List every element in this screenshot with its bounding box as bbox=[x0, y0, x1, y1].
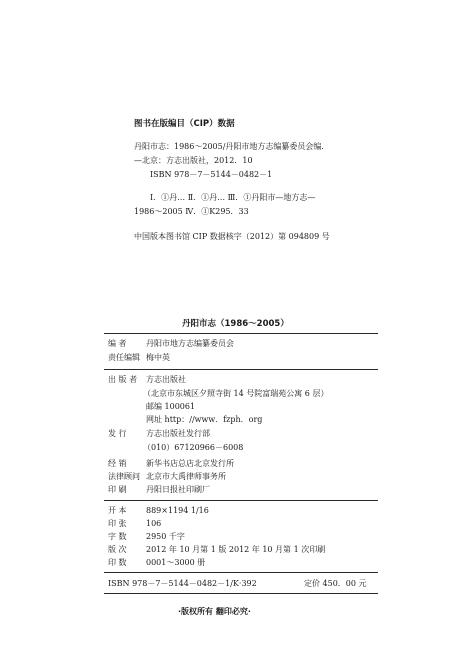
publisher-website: 网址 http：//www．fzph．org bbox=[146, 415, 263, 424]
other-legal bbox=[108, 473, 226, 481]
spec-words-value: 2950 千字 bbox=[146, 532, 185, 541]
divider-3 bbox=[104, 500, 378, 501]
spec-sheets-label: 印 张 bbox=[108, 519, 127, 528]
spec-format-label: 开 本 bbox=[108, 506, 127, 515]
book-title: 丹阳市志（1986～2005） bbox=[182, 319, 289, 329]
isbn-line: ISBN 978－7－5144－0482－1/K·392 bbox=[108, 579, 257, 588]
publisher-row bbox=[108, 376, 186, 384]
copyright-notice: ·版权所有 翻印必究· bbox=[178, 607, 251, 616]
divider-top bbox=[104, 333, 378, 334]
other-printer bbox=[108, 486, 210, 494]
other-legal-value: 北京市大禹律师事务所 bbox=[146, 472, 226, 481]
spec-sheets-value: 106 bbox=[146, 519, 162, 528]
other-seller-label: 经 销 bbox=[108, 459, 127, 468]
other-printer-value: 丹阳日报社印刷厂 bbox=[146, 485, 210, 494]
spec-words bbox=[108, 533, 185, 541]
cip-heading: 图书在版编目（CIP）数据 bbox=[134, 119, 235, 129]
distribution-dept: 方志出版社发行部 bbox=[146, 429, 210, 438]
publisher-postcode: 邮编 100061 bbox=[146, 402, 196, 411]
distribution-row bbox=[108, 430, 210, 438]
divider-4 bbox=[104, 572, 378, 573]
cip-class-line-2: 1986～2005 Ⅳ．①K295．33 bbox=[134, 207, 249, 216]
publisher-address: （北京市东城区夕照寺街 14 号院富瑞苑公寓 6 层） bbox=[143, 389, 329, 398]
spec-edition-label: 版 次 bbox=[108, 545, 127, 554]
spec-sheets bbox=[108, 520, 161, 528]
credit-editor-label: 编 者 bbox=[108, 339, 127, 348]
spec-edition bbox=[108, 546, 325, 554]
spec-words-label: 字 数 bbox=[108, 532, 127, 541]
credit-responsible-editor-value: 梅中英 bbox=[146, 353, 170, 362]
spec-format bbox=[108, 507, 209, 515]
other-legal-label: 法律顾问 bbox=[108, 472, 140, 481]
price-line: 定价 450．00 元 bbox=[304, 579, 367, 588]
spec-print-run bbox=[108, 559, 205, 567]
other-seller bbox=[108, 460, 234, 468]
credit-editor-value: 丹阳市地方志编纂委员会 bbox=[146, 339, 234, 348]
cip-class-line-1: Ⅰ．①丹… Ⅱ．①丹… Ⅲ．①丹阳市—地方志— bbox=[150, 193, 316, 202]
spec-edition-value: 2012 年 10 月第 1 版 2012 年 10 月第 1 次印刷 bbox=[146, 545, 326, 554]
publisher-label: 出 版 者 bbox=[108, 375, 138, 384]
cip-line-3: ISBN 978－7－5144－0482－1 bbox=[150, 170, 273, 179]
spec-print-run-label: 印 数 bbox=[108, 558, 127, 567]
divider-2 bbox=[104, 369, 378, 370]
publisher-name: 方志出版社 bbox=[146, 375, 186, 384]
spec-print-run-value: 0001～3000 册 bbox=[146, 558, 206, 567]
credit-responsible-editor bbox=[108, 354, 170, 362]
cip-line-1: 丹阳市志：1986～2005/丹阳市地方志编纂委员会编． bbox=[134, 142, 330, 151]
other-seller-value: 新华书店总店北京发行所 bbox=[146, 459, 234, 468]
spec-format-value: 889×1194 1/16 bbox=[146, 506, 209, 515]
cip-line-2: —北京：方志出版社，2012．10 bbox=[134, 156, 253, 165]
cip-verify-line: 中国版本图书馆 CIP 数据核字（2012）第 094809 号 bbox=[134, 232, 330, 241]
distribution-phone: （010）67120966－6008 bbox=[143, 443, 244, 452]
divider-bottom bbox=[104, 593, 378, 594]
credit-editor bbox=[108, 340, 234, 348]
other-printer-label: 印 刷 bbox=[108, 485, 127, 494]
credit-responsible-editor-label: 责任编辑 bbox=[108, 353, 140, 362]
distribution-label: 发 行 bbox=[108, 429, 127, 438]
